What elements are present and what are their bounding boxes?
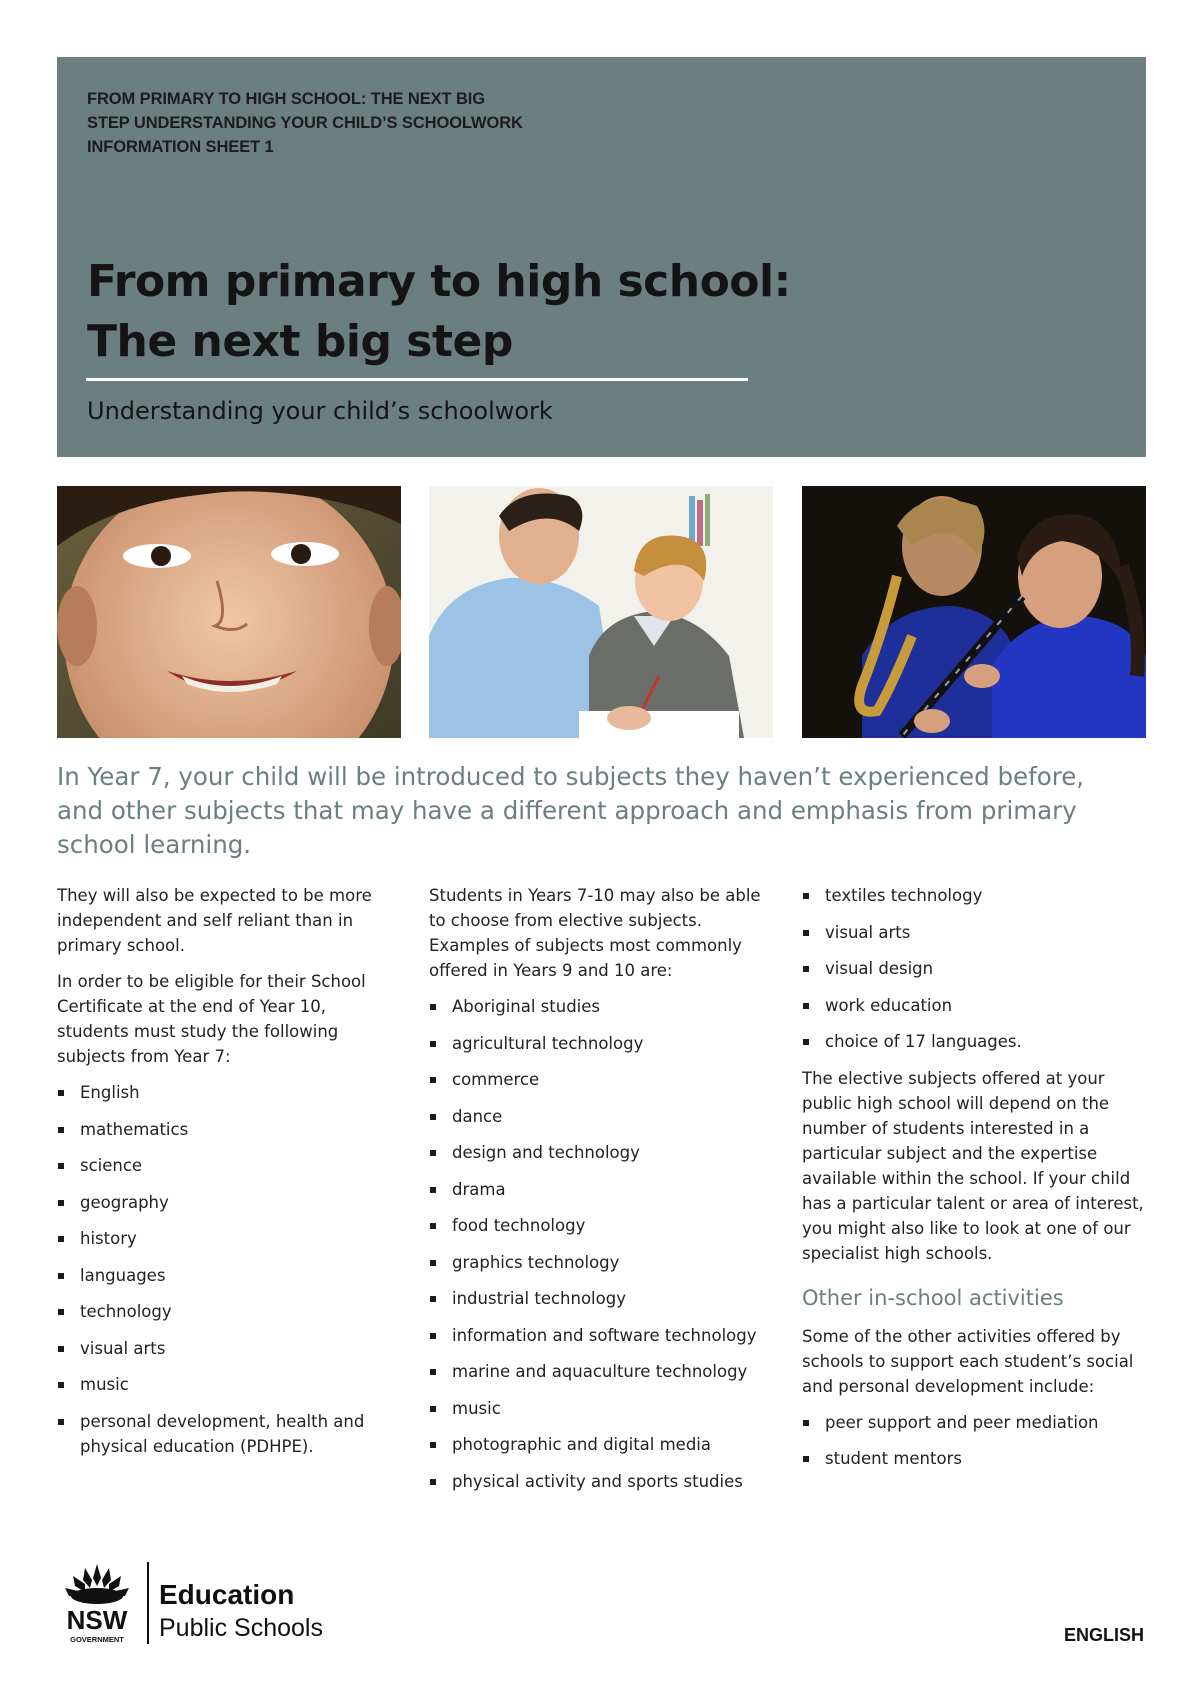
list-item: science xyxy=(57,1153,401,1178)
list-item: mathematics xyxy=(57,1117,401,1142)
lead-line: In Year 7, your child will be introduced to subjects they haven’t experienced before, xyxy=(57,762,1085,791)
lead-line: school learning. xyxy=(57,830,252,859)
lead-paragraph xyxy=(57,760,1137,862)
nsw-education-logo xyxy=(57,1556,357,1646)
photo-students-music xyxy=(802,486,1146,738)
list-item: food technology xyxy=(429,1213,773,1238)
kicker-line: INFORMATION SHEET 1 xyxy=(87,138,274,156)
information-sheet-label xyxy=(87,87,647,159)
header-banner xyxy=(57,57,1146,457)
list-item: music xyxy=(57,1372,401,1397)
logo-government-text: GOVERNMENT xyxy=(70,1635,124,1644)
elective-subjects-list xyxy=(429,994,773,1494)
list-item: geography xyxy=(57,1190,401,1215)
list-item: peer support and peer mediation xyxy=(802,1410,1146,1435)
paragraph: Students in Years 7-10 may also be able to choose from elective subjects. Examples of subjects most commonly offered in Years 9 and 10 are: xyxy=(429,886,761,980)
logo-nsw-text: NSW xyxy=(66,1605,128,1635)
section-heading: Other in-school activities xyxy=(802,1285,1064,1310)
list-item: industrial technology xyxy=(429,1286,773,1311)
title-divider xyxy=(86,378,748,381)
list-item: photographic and digital media xyxy=(429,1432,773,1457)
page-title xyxy=(87,252,791,372)
list-item: visual arts xyxy=(57,1336,401,1361)
list-item: technology xyxy=(57,1299,401,1324)
language-label: ENGLISH xyxy=(1063,1625,1144,1645)
list-item: marine and aquaculture technology xyxy=(429,1359,773,1384)
paragraph: In order to be eligible for their School Certificate at the end of Year 10, students must study the following subjects from Year 7: xyxy=(57,972,366,1066)
list-item: work education xyxy=(802,993,1146,1018)
column-1 xyxy=(57,883,401,1470)
elective-subjects-list-continued xyxy=(802,883,1146,1054)
list-item: choice of 17 languages. xyxy=(802,1029,1146,1054)
list-item: history xyxy=(57,1226,401,1251)
list-item: agricultural technology xyxy=(429,1031,773,1056)
activities-list xyxy=(802,1410,1146,1472)
list-item: visual arts xyxy=(802,920,1146,945)
kicker-line: STEP UNDERSTANDING YOUR CHILD’S SCHOOLWORK xyxy=(87,114,523,132)
list-item: information and software technology xyxy=(429,1323,773,1348)
department-subname: Public Schools xyxy=(159,1614,323,1642)
title-line: From primary to high school: xyxy=(87,256,791,307)
list-item: student mentors xyxy=(802,1446,1146,1471)
list-item: physical activity and sports studies xyxy=(429,1469,773,1494)
mandatory-subjects-list xyxy=(57,1080,401,1459)
list-item: design and technology xyxy=(429,1140,773,1165)
photo-smiling-boy xyxy=(57,486,401,738)
list-item: languages xyxy=(57,1263,401,1288)
list-item: personal development, health and physical education (PDHPE). xyxy=(57,1409,401,1459)
title-line: The next big step xyxy=(87,316,513,367)
page-subtitle: Understanding your child’s schoolwork xyxy=(87,397,553,425)
department-name: Education xyxy=(159,1579,295,1610)
column-2 xyxy=(429,883,773,1505)
photo-parent-helping-child xyxy=(429,486,773,738)
list-item: graphics technology xyxy=(429,1250,773,1275)
paragraph: They will also be expected to be more independent and self reliant than in primary school. xyxy=(57,886,372,955)
lead-line: and other subjects that may have a different approach and emphasis from primary xyxy=(57,796,1077,825)
list-item: music xyxy=(429,1396,773,1421)
list-item: drama xyxy=(429,1177,773,1202)
paragraph: Some of the other activities offered by schools to support each student’s social and personal development include: xyxy=(802,1326,1134,1396)
list-item: textiles technology xyxy=(802,883,1146,908)
column-3 xyxy=(802,883,1146,1483)
waratah-icon xyxy=(65,1564,129,1604)
kicker-line: FROM PRIMARY TO HIGH SCHOOL: THE NEXT BIG xyxy=(87,90,486,108)
list-item: visual design xyxy=(802,956,1146,981)
list-item: dance xyxy=(429,1104,773,1129)
list-item: Aboriginal studies xyxy=(429,994,773,1019)
paragraph: The elective subjects offered at your public high school will depend on the number of students interested in a particular subject and the expertise available within the school. If your child has a particular talent or area of interest, you might also like to look at one of our specialist high schools. xyxy=(802,1068,1144,1263)
list-item: English xyxy=(57,1080,401,1105)
list-item: commerce xyxy=(429,1067,773,1092)
